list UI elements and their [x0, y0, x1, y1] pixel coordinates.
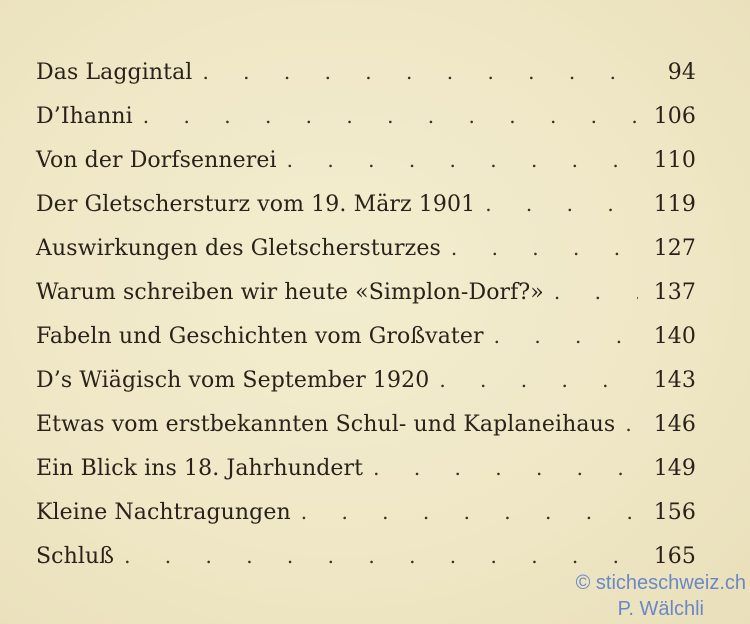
- toc-entry-page: 165: [653, 544, 696, 569]
- toc-entry-title: Etwas vom erstbekannten Schul- und Kaplaneihaus: [36, 412, 616, 437]
- toc-entry-title: Schluß: [36, 544, 115, 569]
- toc-entry-title: Ein Blick ins 18. Jahrhundert: [36, 456, 364, 481]
- toc-entry-page: 137: [653, 280, 696, 305]
- dot-leader: [475, 192, 638, 216]
- watermark-line-author: P. Wälchli: [617, 598, 704, 620]
- toc-entry: [36, 104, 696, 144]
- toc-entry: [36, 500, 696, 540]
- toc-entry-title: Von der Dorfsennerei: [36, 148, 277, 173]
- toc-entry: [36, 148, 696, 188]
- dot-leader: [484, 324, 638, 348]
- dot-leader: [363, 456, 638, 480]
- dot-leader: [114, 544, 638, 568]
- toc-entry: [36, 456, 696, 496]
- toc-entry: [36, 60, 696, 100]
- toc-entry-title: Fabeln und Geschichten vom Großvater: [36, 324, 484, 349]
- dot-leader: [291, 500, 638, 524]
- toc-entry: [36, 280, 696, 320]
- toc-entry-title: Das Laggintal: [36, 60, 193, 85]
- toc-entry: [36, 324, 696, 364]
- toc-entry-title: Der Gletschersturz vom 19. März 1901: [36, 192, 476, 217]
- toc-entry-title: Warum schreiben wir heute «Simplon-Dorf?»: [36, 280, 544, 305]
- toc-entry-title: Kleine Nachtragungen: [36, 500, 291, 525]
- dot-leader: [192, 60, 638, 84]
- toc-entry-title: Auswirkungen des Gletschersturzes: [36, 236, 441, 261]
- toc-entry-page: 149: [653, 456, 696, 481]
- dot-leader: [615, 412, 638, 436]
- toc-entry-page: 119: [653, 192, 696, 217]
- toc-entry: [36, 412, 696, 452]
- toc-entry: [36, 368, 696, 408]
- watermark-line-site: © sticheschweiz.ch: [575, 572, 746, 594]
- toc-entry: [36, 236, 696, 276]
- toc-entry-page: 146: [653, 412, 696, 437]
- dot-leader: [133, 104, 638, 128]
- toc-entry-page: 143: [653, 368, 696, 393]
- dot-leader: [277, 148, 638, 172]
- copyright-watermark: [576, 570, 746, 622]
- dot-leader: [429, 368, 638, 392]
- toc-entry-page: 156: [653, 500, 696, 525]
- toc-entry-page: 127: [653, 236, 696, 261]
- toc-entry-title: D’Ihanni: [36, 104, 133, 129]
- toc-entry: [36, 192, 696, 232]
- toc-entry-page: 106: [653, 104, 696, 129]
- dot-leader: [544, 280, 638, 304]
- toc-entry-page: 94: [667, 60, 696, 85]
- toc-entry-page: 140: [653, 324, 696, 349]
- toc-entry-title: D’s Wiägisch vom September 1920: [36, 368, 430, 393]
- dot-leader: [441, 236, 638, 260]
- toc-entry-page: 110: [653, 148, 696, 173]
